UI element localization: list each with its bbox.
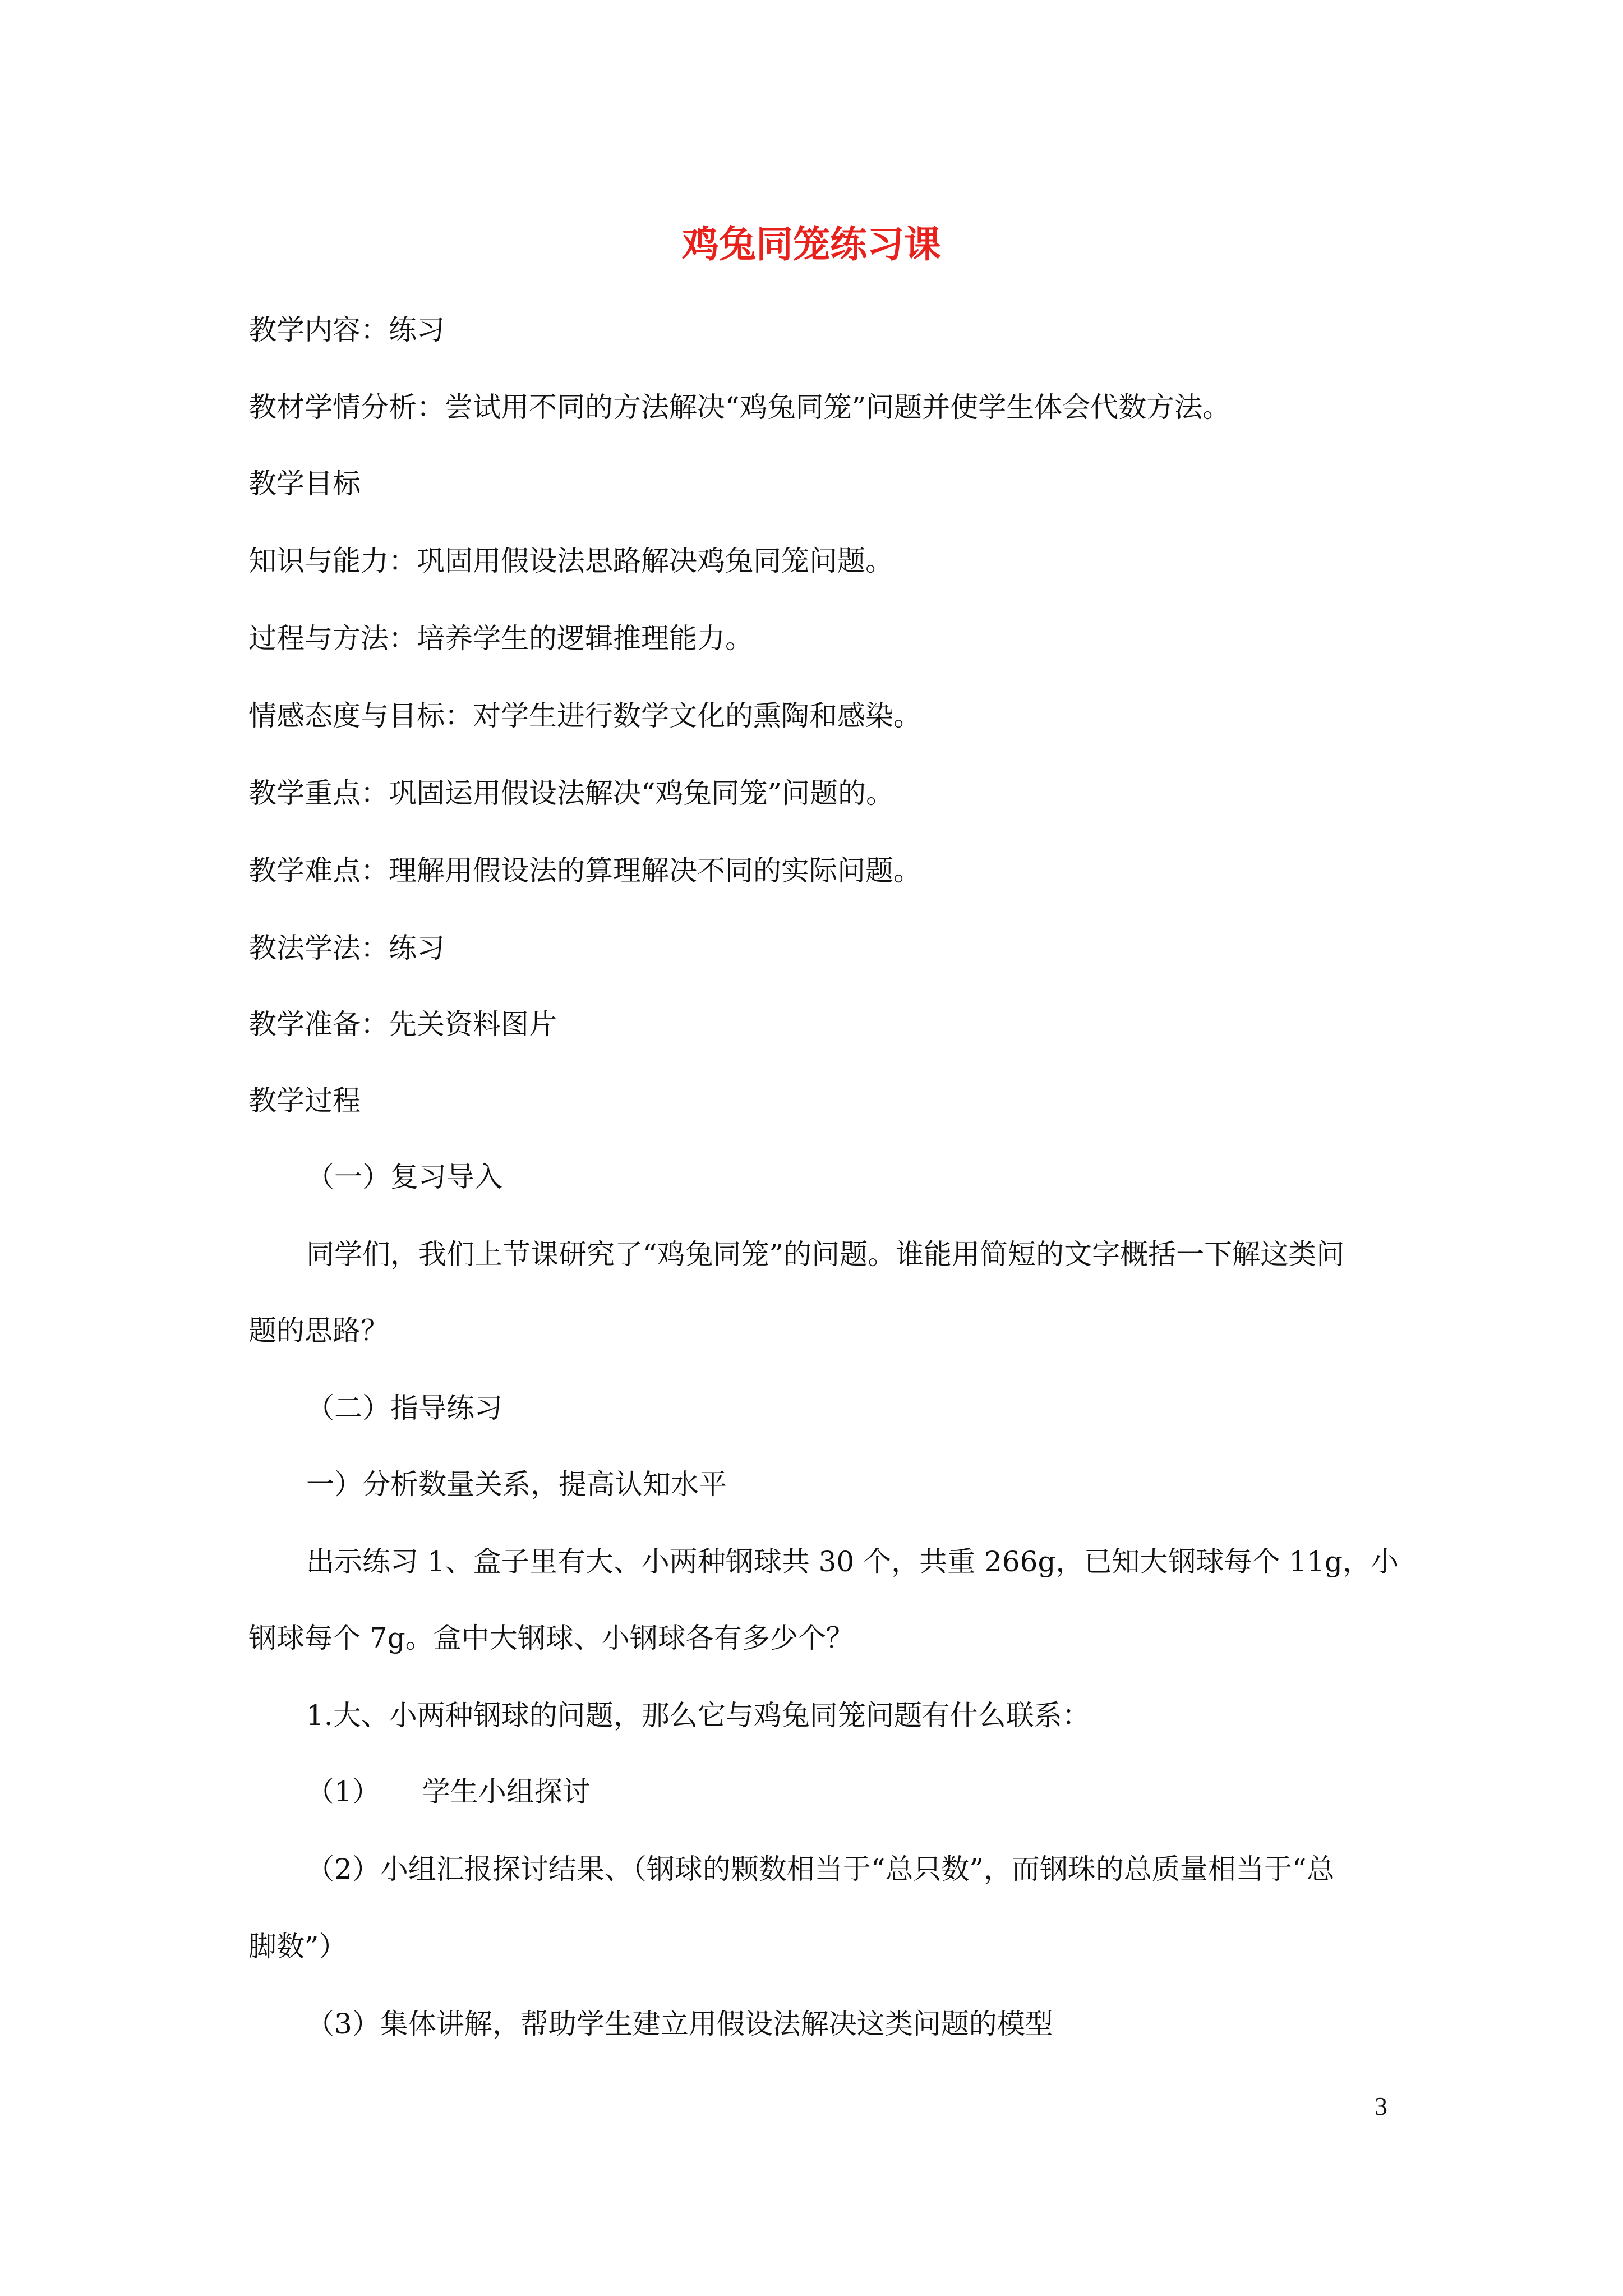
paragraph-review-line-2: 题的思路？ — [248, 1314, 389, 1347]
knowledge-ability: 知识与能力：巩固用假设法思路解决鸡兔同笼问题。 — [248, 545, 893, 577]
teaching-process-heading: 教学过程 — [248, 1084, 361, 1117]
step-2-line-2: 脚数”） — [248, 1930, 347, 1963]
teaching-goals-heading: 教学目标 — [248, 467, 361, 500]
step-3: （3）集体讲解，帮助学生建立用假设法解决这类问题的模型 — [306, 2008, 1053, 2040]
step-1: （1） 学生小组探讨 — [306, 1775, 591, 1808]
subsection-analysis: 一）分析数量关系，提高认知水平 — [306, 1468, 727, 1501]
teaching-preparation: 教学准备：先关资料图片 — [248, 1008, 557, 1041]
section-guided-practice: （二）指导练习 — [306, 1392, 502, 1424]
section-review-intro: （一）复习导入 — [306, 1161, 502, 1193]
exercise-1-line-1: 出示练习 1、盒子里有大、小两种钢球共 30 个，共重 266g，已知大钢球每个 11g，小 — [306, 1545, 1399, 1578]
step-2-line-1: （2）小组汇报探讨结果、（钢球的颗数相当于“总只数”，而钢珠的总质量相当于“总 — [306, 1853, 1335, 1885]
exercise-1-line-2: 钢球每个 7g。盒中大钢球、小钢球各有多少个？ — [248, 1622, 854, 1654]
teaching-content: 教学内容：练习 — [248, 314, 445, 346]
material-analysis: 教材学情分析：尝试用不同的方法解决“鸡兔同笼”问题并使学生体会代数方法。 — [248, 391, 1231, 424]
emotion-attitude: 情感态度与目标：对学生进行数学文化的熏陶和感染。 — [248, 700, 921, 732]
process-method: 过程与方法：培养学生的逻辑推理能力。 — [248, 622, 753, 655]
teaching-method: 教法学法：练习 — [248, 932, 445, 964]
page-number: 3 — [1375, 2092, 1387, 2120]
paragraph-review-line-1: 同学们，我们上节课研究了“鸡兔同笼”的问题。谁能用简短的文字概括一下解这类问 — [306, 1238, 1345, 1271]
document-title: 鸡兔同笼练习课 — [682, 222, 941, 266]
teaching-difficulty: 教学难点：理解用假设法的算理解决不同的实际问题。 — [248, 854, 921, 887]
question-1: 1.大、小两种钢球的问题，那么它与鸡兔同笼问题有什么联系： — [306, 1699, 1090, 1732]
teaching-key-point: 教学重点：巩固运用假设法解决“鸡兔同笼”问题的。 — [248, 777, 895, 809]
